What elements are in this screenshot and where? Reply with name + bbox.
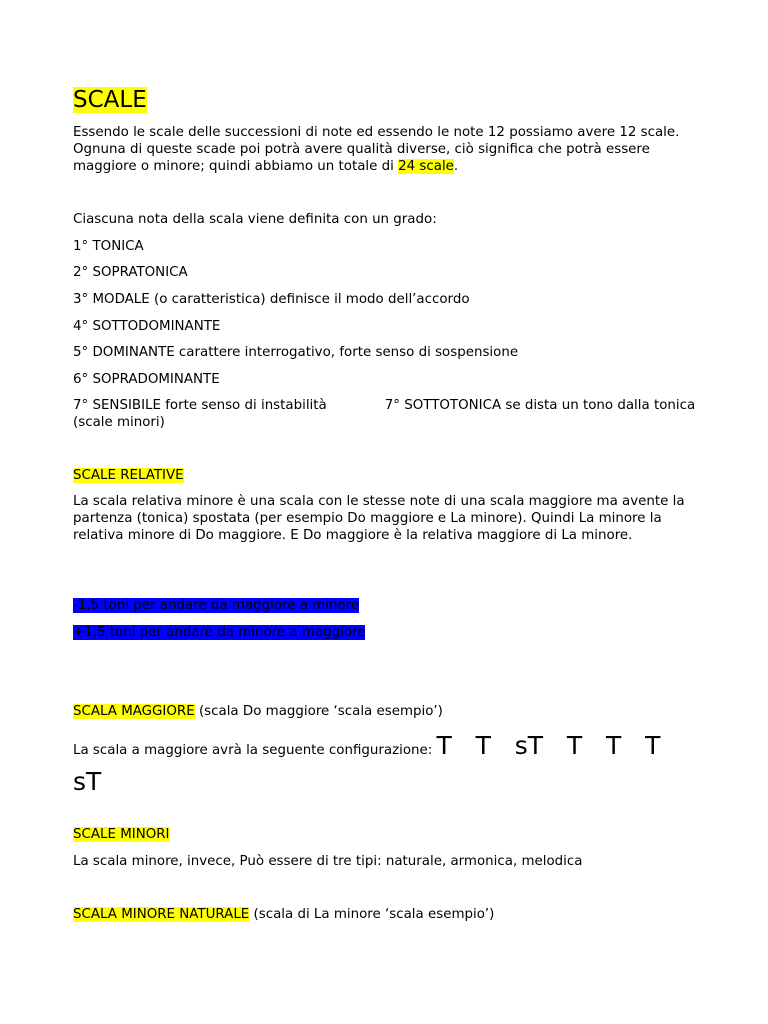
minor-heading-line <box>73 826 698 843</box>
relative-paragraph: La scala relativa minore è una scala con le stesse note di una scala maggiore ma avente la partenza (tonica) spostata (per esempio Do maggiore e La minore). Quindi La minore la relativa minore di Do maggiore. E Do maggiore è la relativa maggiore di La minore. <box>73 494 685 543</box>
title-text: SCALE <box>73 87 147 113</box>
degree-item-2: 2° SOPRATONICA <box>73 265 188 280</box>
degree-item-6: 6° SOPRADOMINANTE <box>73 372 220 387</box>
natural-heading-line <box>73 906 698 923</box>
minor-paragraph: La scala minore, invece, Può essere di tre tipi: naturale, armonica, melodica <box>73 854 583 869</box>
intro-paragraph <box>73 124 698 175</box>
natural-heading-note: (scala di La minore ‘scala esempio’) <box>249 907 495 922</box>
intro-end: . <box>453 159 459 174</box>
degree-item-5: 5° DOMINANTE carattere interrogativo, forte senso di sospensione <box>73 345 519 360</box>
relative-rule-2-text: +1,5 toni per andare da minore a maggiore <box>73 625 366 640</box>
document-page <box>73 0 698 1024</box>
degree-item-7 <box>73 397 698 431</box>
relative-heading-text: SCALE RELATIVE <box>73 468 184 483</box>
intro-highlight: 24 scale <box>398 159 454 174</box>
relative-rule-1 <box>73 597 698 614</box>
degree-item-3: 3° MODALE (o caratteristica) definisce il modo dell’accordo <box>73 292 470 307</box>
degree-7-sottotonica: 7° SOTTOTONICA se dista un tono dalla tonica (scale minori) <box>73 398 696 430</box>
major-config-text: La scala a maggiore avrà la seguente configurazione: <box>73 743 437 758</box>
intro-text: Essendo le scale delle successioni di note ed essendo le note 12 possiamo avere 12 scale. Ognuna di queste scade poi potrà avere qualità diverse, ciò significa che potrà essere maggiore o minore; quindi abbiamo un totale di <box>73 125 680 174</box>
major-config-line <box>73 730 698 802</box>
degree-7-sensibile: 7° SENSIBILE forte senso di instabilità <box>73 398 327 413</box>
major-heading: SCALA MAGGIORE <box>73 704 195 719</box>
minor-heading: SCALE MINORI <box>73 827 170 842</box>
major-heading-note: (scala Do maggiore ‘scala esempio’) <box>194 704 443 719</box>
relative-rule-2 <box>73 624 698 641</box>
major-config-pattern: T T sT T T T sT <box>73 731 685 796</box>
degree-item-1: 1° TONICA <box>73 239 144 254</box>
natural-heading: SCALA MINORE NATURALE <box>73 907 250 922</box>
degree-item-4: 4° SOTTODOMINANTE <box>73 319 221 334</box>
major-heading-line <box>73 703 698 720</box>
degrees-intro: Ciascuna nota della scala viene definita con un grado: <box>73 212 437 227</box>
relative-rule-1-text: -1,5 toni per andare da maggiore a minore <box>73 598 360 613</box>
page-title <box>73 86 147 114</box>
relative-heading <box>73 467 698 484</box>
